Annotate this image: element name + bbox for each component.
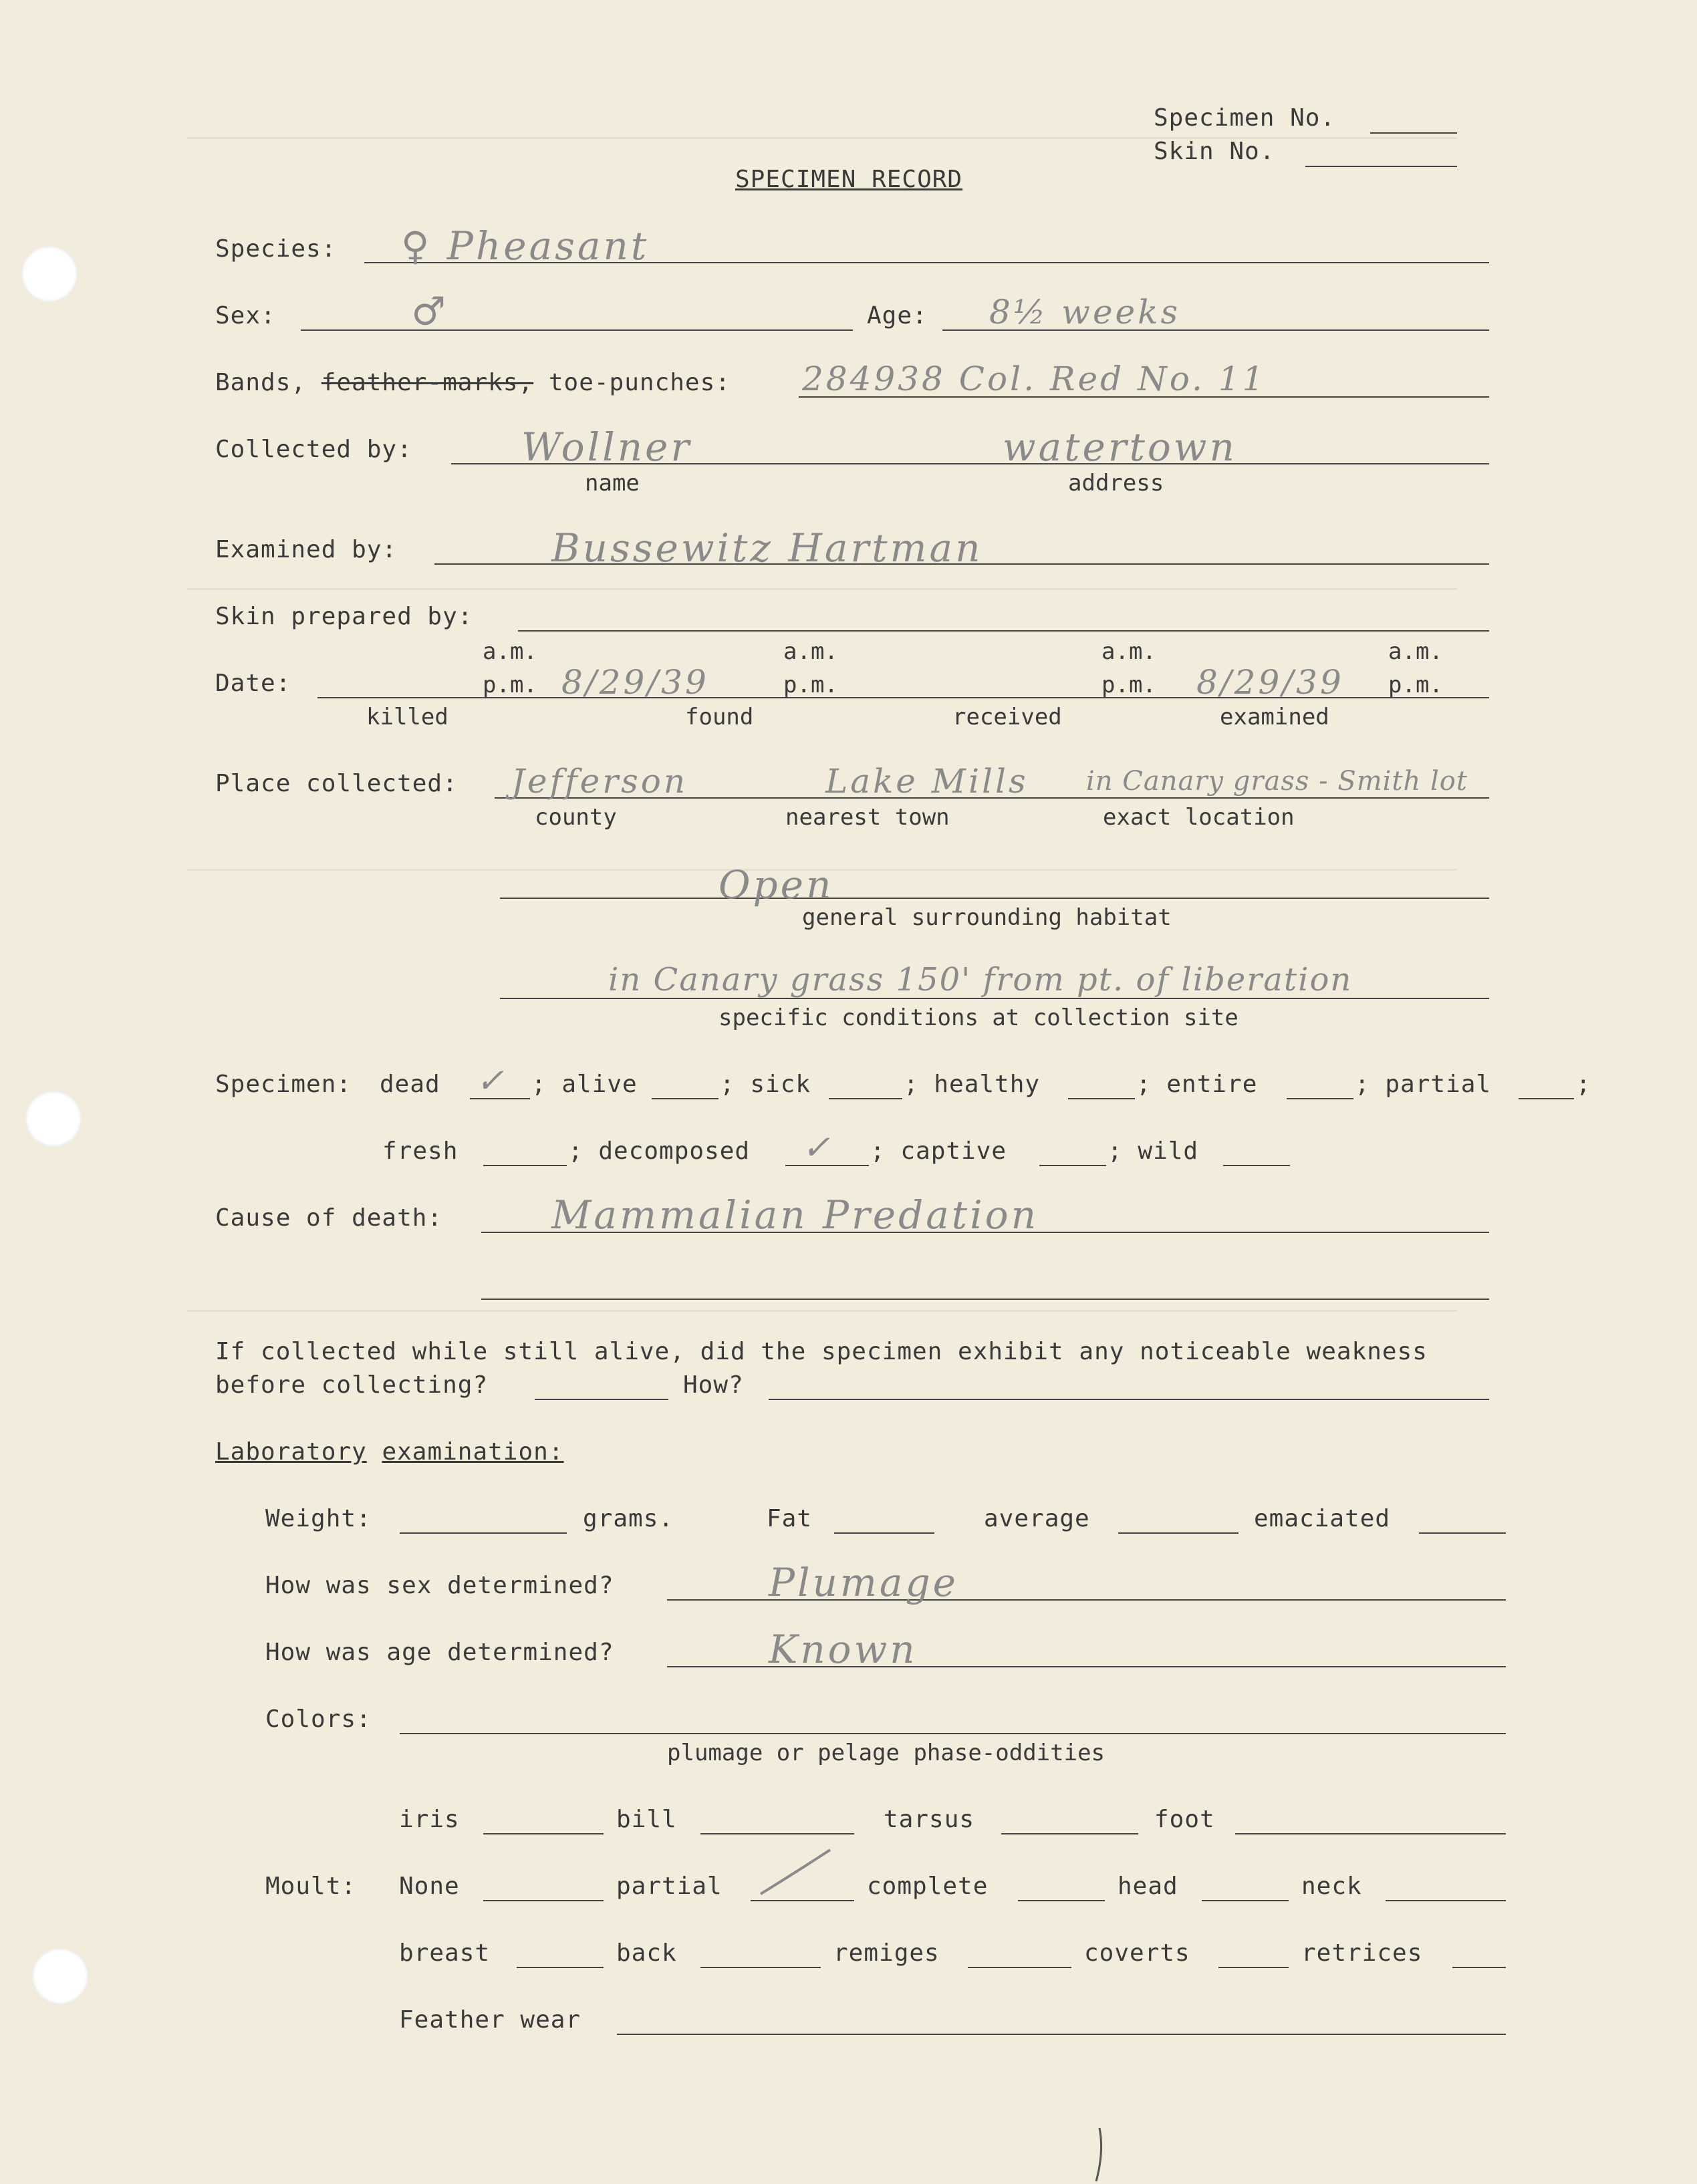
weight-blank[interactable] bbox=[400, 1532, 567, 1534]
moult-neck-label: neck bbox=[1301, 1873, 1362, 1900]
colors-label: Colors: bbox=[265, 1705, 372, 1733]
age-label: Age: bbox=[867, 302, 928, 329]
species-label: Species: bbox=[215, 235, 337, 263]
collected-by-address-value: watertown bbox=[1003, 424, 1237, 470]
weight-label: Weight: bbox=[265, 1505, 372, 1532]
iris-blank[interactable] bbox=[483, 1833, 604, 1834]
moult-back-label: back bbox=[616, 1939, 677, 1967]
healthy-label: ; healthy bbox=[904, 1071, 1041, 1098]
am-killed: a.m. bbox=[483, 638, 537, 665]
skin-no-line[interactable] bbox=[1305, 166, 1457, 167]
moult-head-label: head bbox=[1118, 1873, 1178, 1900]
foot-label: foot bbox=[1154, 1806, 1215, 1833]
skin-prepared-by-label: Skin prepared by: bbox=[215, 603, 473, 630]
emaciated-label: emaciated bbox=[1254, 1505, 1391, 1532]
moult-remiges-label: remiges bbox=[833, 1939, 940, 1967]
skin-prepared-by-line[interactable] bbox=[518, 630, 1489, 632]
name-caption: name bbox=[585, 470, 640, 497]
lab-heading-b: examination: bbox=[382, 1438, 564, 1466]
wild-blank[interactable] bbox=[1223, 1165, 1290, 1166]
sex-label: Sex: bbox=[215, 302, 276, 329]
received-caption: received bbox=[952, 704, 1062, 730]
moult-none-blank[interactable] bbox=[483, 1900, 604, 1901]
fat-blank[interactable] bbox=[834, 1532, 934, 1534]
dead-check: ✓ bbox=[476, 1061, 507, 1100]
sex-value: ♂ bbox=[411, 289, 448, 334]
moult-breast-label: breast bbox=[399, 1939, 491, 1967]
examined-by-label: Examined by: bbox=[215, 536, 398, 563]
alive-question-line1: If collected while still alive, did the specimen exhibit any noticeable weakness bbox=[215, 1338, 1428, 1365]
weakness-blank[interactable] bbox=[535, 1399, 668, 1400]
date-examined-value: 8/29/39 bbox=[1196, 663, 1344, 702]
killed-caption: killed bbox=[366, 704, 448, 730]
punch-hole-top bbox=[21, 246, 78, 302]
alive-blank[interactable] bbox=[652, 1098, 719, 1099]
date-label: Date: bbox=[215, 670, 291, 697]
pencil-mark bbox=[1089, 2125, 1109, 2184]
place-county-value: Jefferson bbox=[511, 762, 688, 801]
pm-examined: p.m. bbox=[1388, 672, 1443, 698]
habitat-line[interactable] bbox=[500, 898, 1489, 899]
moult-complete-label: complete bbox=[867, 1873, 989, 1900]
average-label: average bbox=[984, 1505, 1090, 1532]
examined-caption: examined bbox=[1220, 704, 1329, 730]
emaciated-blank[interactable] bbox=[1419, 1532, 1506, 1534]
species-value: ♀ Pheasant bbox=[401, 223, 650, 269]
sex-determined-label: How was sex determined? bbox=[265, 1572, 614, 1599]
age-determined-label: How was age determined? bbox=[265, 1639, 614, 1666]
sex-determined-value: Plumage bbox=[769, 1560, 958, 1605]
moult-remiges-blank[interactable] bbox=[968, 1967, 1071, 1968]
entire-label: ; entire bbox=[1136, 1071, 1258, 1098]
conditions-value: in Canary grass 150' from pt. of liberation bbox=[608, 961, 1353, 998]
alive-question-line2: before collecting? bbox=[215, 1371, 489, 1399]
moult-complete-blank[interactable] bbox=[1018, 1900, 1105, 1901]
decomposed-label: ; decomposed bbox=[568, 1137, 751, 1165]
place-town-value: Lake Mills bbox=[825, 762, 1029, 801]
bands-label-prefix: Bands, bbox=[215, 369, 307, 396]
captive-blank[interactable] bbox=[1039, 1165, 1106, 1166]
tarsus-blank[interactable] bbox=[1001, 1833, 1138, 1834]
bill-label: bill bbox=[616, 1806, 677, 1833]
age-determined-value: Known bbox=[769, 1627, 918, 1672]
skin-no-label: Skin No. bbox=[1154, 138, 1275, 165]
decomposed-check: ✓ bbox=[802, 1128, 833, 1167]
alive-label: ; alive bbox=[531, 1071, 638, 1098]
sick-label: ; sick bbox=[720, 1071, 811, 1098]
moult-back-blank[interactable] bbox=[700, 1967, 821, 1968]
bands-label-suffix: toe-punches: bbox=[548, 369, 731, 396]
moult-coverts-blank[interactable] bbox=[1218, 1967, 1289, 1968]
tarsus-label: tarsus bbox=[884, 1806, 975, 1833]
colors-caption: plumage or pelage phase-oddities bbox=[667, 1740, 1105, 1766]
examined-by-value: Bussewitz Hartman bbox=[551, 525, 983, 571]
feather-wear-line[interactable] bbox=[617, 2034, 1506, 2035]
dead-label: dead bbox=[380, 1071, 440, 1098]
am-examined: a.m. bbox=[1388, 638, 1443, 665]
healthy-blank[interactable] bbox=[1068, 1098, 1135, 1099]
foot-blank[interactable] bbox=[1235, 1833, 1506, 1834]
pm-received: p.m. bbox=[1101, 672, 1156, 698]
specimen-no-label: Specimen No. bbox=[1154, 104, 1336, 132]
specimen-no-line[interactable] bbox=[1370, 132, 1457, 134]
bands-label-struck: feather-marks, bbox=[321, 369, 534, 396]
moult-head-blank[interactable] bbox=[1202, 1900, 1289, 1901]
average-blank[interactable] bbox=[1118, 1532, 1238, 1534]
moult-partial-check-mark bbox=[755, 1846, 835, 1899]
how-label: How? bbox=[683, 1371, 744, 1399]
habitat-caption: general surrounding habitat bbox=[802, 904, 1172, 931]
age-value: 8½ weeks bbox=[989, 293, 1181, 331]
sick-blank[interactable] bbox=[829, 1098, 902, 1099]
nearest-town-caption: nearest town bbox=[785, 804, 950, 831]
place-location-value: in Canary grass - Smith lot bbox=[1086, 766, 1468, 797]
collected-by-name-value: Wollner bbox=[521, 424, 692, 470]
address-caption: address bbox=[1068, 470, 1164, 497]
moult-breast-blank[interactable] bbox=[517, 1967, 604, 1968]
moult-retrices-blank[interactable] bbox=[1452, 1967, 1506, 1968]
colors-line[interactable] bbox=[400, 1733, 1506, 1734]
feather-wear-label: Feather wear bbox=[399, 2006, 581, 2034]
exact-location-caption: exact location bbox=[1103, 804, 1295, 831]
fresh-label: fresh bbox=[382, 1137, 459, 1165]
bands-label bbox=[215, 369, 731, 396]
habitat-value: Open bbox=[719, 862, 834, 908]
county-caption: county bbox=[535, 804, 617, 831]
bands-value: 284938 Col. Red No. 11 bbox=[802, 360, 1267, 398]
pm-found: p.m. bbox=[783, 672, 838, 698]
moult-coverts-label: coverts bbox=[1084, 1939, 1190, 1967]
cause-of-death-value: Mammalian Predation bbox=[551, 1192, 1039, 1238]
specimen-label: Specimen: bbox=[215, 1071, 352, 1098]
moult-partial-label: partial bbox=[616, 1873, 723, 1900]
sex-line[interactable] bbox=[301, 329, 853, 331]
collected-by-label: Collected by: bbox=[215, 436, 412, 463]
grams-label: grams. bbox=[583, 1505, 674, 1532]
am-received: a.m. bbox=[1101, 638, 1156, 665]
cause-of-death-label: Cause of death: bbox=[215, 1204, 443, 1232]
moult-none-label: None bbox=[399, 1873, 460, 1900]
fresh-blank[interactable] bbox=[483, 1165, 567, 1166]
place-collected-label: Place collected: bbox=[215, 770, 458, 797]
lab-heading bbox=[215, 1438, 564, 1466]
punch-hole-middle bbox=[25, 1091, 82, 1147]
partial-state-blank[interactable] bbox=[1519, 1098, 1574, 1099]
page-title: SPECIMEN RECORD bbox=[735, 166, 963, 193]
moult-partial-blank[interactable] bbox=[751, 1900, 854, 1901]
bill-blank[interactable] bbox=[700, 1833, 854, 1834]
found-caption: found bbox=[685, 704, 754, 730]
moult-label: Moult: bbox=[265, 1873, 357, 1900]
fat-label: Fat bbox=[767, 1505, 813, 1532]
punch-hole-bottom bbox=[32, 1948, 88, 2004]
iris-label: iris bbox=[399, 1806, 460, 1833]
conditions-caption: specific conditions at collection site bbox=[719, 1004, 1238, 1031]
captive-label: ; captive bbox=[870, 1137, 1007, 1165]
am-found: a.m. bbox=[783, 638, 838, 665]
how-line[interactable] bbox=[769, 1399, 1489, 1400]
partial-state-label: ; partial bbox=[1355, 1071, 1492, 1098]
cause-of-death-line-2[interactable] bbox=[481, 1299, 1489, 1300]
moult-neck-blank[interactable] bbox=[1386, 1900, 1506, 1901]
wild-label: ; wild bbox=[1107, 1137, 1199, 1165]
entire-blank[interactable] bbox=[1287, 1098, 1353, 1099]
bleed-through-line bbox=[187, 588, 1457, 590]
row-end-semicolon: ; bbox=[1576, 1071, 1591, 1098]
moult-retrices-label: retrices bbox=[1301, 1939, 1423, 1967]
date-killed-value: 8/29/39 bbox=[561, 663, 709, 702]
pm-killed: p.m. bbox=[483, 672, 537, 698]
bleed-through-line bbox=[187, 1310, 1457, 1312]
lab-heading-a: Laboratory bbox=[215, 1438, 367, 1466]
